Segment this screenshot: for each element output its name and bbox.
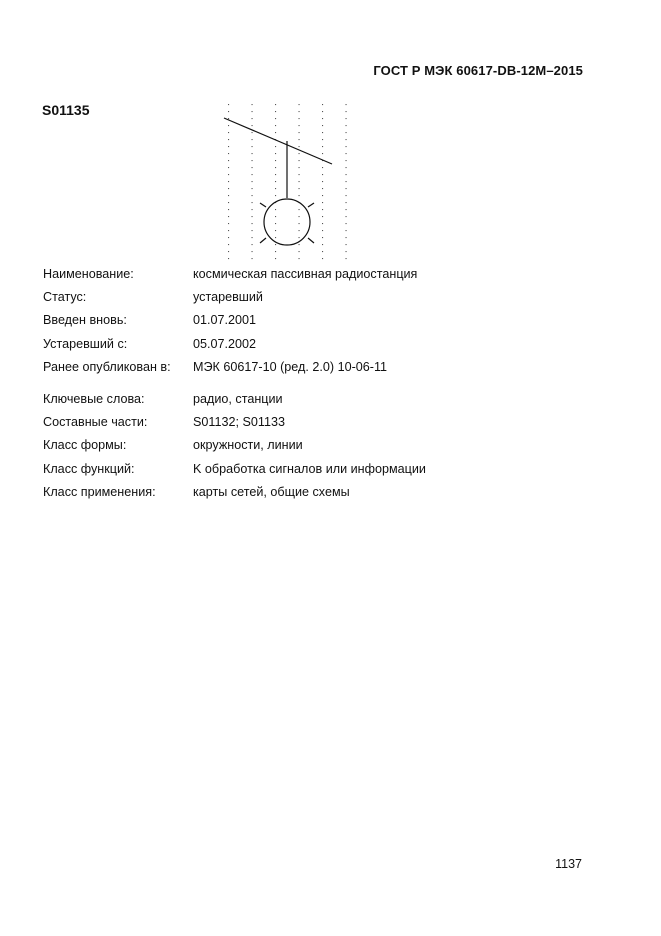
grid-dot bbox=[299, 174, 300, 175]
grid-dot bbox=[346, 244, 347, 245]
grid-dot bbox=[252, 160, 253, 161]
grid-dot bbox=[299, 188, 300, 189]
grid-dot bbox=[275, 237, 276, 238]
grid-dot bbox=[228, 258, 229, 259]
grid-dot bbox=[346, 174, 347, 175]
grid-dot bbox=[299, 237, 300, 238]
grid-dot bbox=[346, 104, 347, 105]
grid-dot bbox=[228, 244, 229, 245]
grid-dot bbox=[299, 125, 300, 126]
grid-dot bbox=[252, 125, 253, 126]
grid-dot bbox=[228, 251, 229, 252]
grid-dot bbox=[322, 237, 323, 238]
property-value: 01.07.2001 bbox=[193, 313, 257, 328]
grid-dot bbox=[275, 132, 276, 133]
radiation-mark-upper-right bbox=[308, 203, 314, 207]
radiation-mark-upper-left bbox=[260, 203, 266, 207]
grid-dot bbox=[299, 230, 300, 231]
grid-dot bbox=[228, 237, 229, 238]
grid-dot bbox=[252, 237, 253, 238]
grid-dot bbox=[322, 216, 323, 217]
grid-dot bbox=[228, 146, 229, 147]
grid-dot bbox=[275, 195, 276, 196]
grid-dot bbox=[346, 132, 347, 133]
grid-dot bbox=[252, 111, 253, 112]
property-row-keywords bbox=[43, 391, 603, 414]
property-value: K обработка сигналов или информации bbox=[193, 461, 426, 476]
grid-dot bbox=[275, 153, 276, 154]
property-label: Класс функций: bbox=[43, 461, 135, 476]
grid-dot bbox=[228, 188, 229, 189]
grid-dot bbox=[228, 111, 229, 112]
grid-dot bbox=[299, 223, 300, 224]
property-label: Ранее опубликован в: bbox=[43, 359, 171, 374]
grid-dot bbox=[228, 195, 229, 196]
grid-dot bbox=[275, 111, 276, 112]
grid-dot bbox=[252, 258, 253, 259]
page-number: 1137 bbox=[555, 857, 582, 871]
properties-list bbox=[43, 266, 603, 507]
grid-dot bbox=[299, 251, 300, 252]
symbol-id: S01135 bbox=[42, 102, 90, 118]
grid-dot bbox=[228, 223, 229, 224]
grid-dot bbox=[252, 181, 253, 182]
grid-dot bbox=[252, 118, 253, 119]
property-row-shape-class bbox=[43, 437, 603, 460]
grid-dot bbox=[252, 132, 253, 133]
grid-dot bbox=[252, 230, 253, 231]
grid-dot bbox=[346, 202, 347, 203]
property-value: 05.07.2002 bbox=[193, 336, 257, 351]
grid-dot bbox=[275, 104, 276, 105]
grid-dot bbox=[299, 216, 300, 217]
grid-dot bbox=[252, 195, 253, 196]
grid-dot bbox=[299, 132, 300, 133]
grid-dot bbox=[275, 258, 276, 259]
grid-dot bbox=[252, 153, 253, 154]
grid-dot bbox=[322, 153, 323, 154]
grid-dot bbox=[275, 209, 276, 210]
grid-dot bbox=[228, 174, 229, 175]
radiation-mark-lower-left bbox=[260, 238, 266, 243]
grid-dot bbox=[252, 139, 253, 140]
grid-dot bbox=[322, 167, 323, 168]
property-row-status bbox=[43, 289, 603, 312]
grid-dot bbox=[322, 202, 323, 203]
grid-dot bbox=[299, 118, 300, 119]
grid-dot bbox=[228, 216, 229, 217]
grid-dot bbox=[299, 139, 300, 140]
grid-dot bbox=[346, 139, 347, 140]
property-row-function-class bbox=[43, 461, 603, 484]
grid-dot bbox=[346, 230, 347, 231]
property-value: устаревший bbox=[193, 290, 263, 305]
grid-dot bbox=[228, 125, 229, 126]
property-value: космическая пассивная радиостанция bbox=[193, 267, 418, 281]
property-value: карты сетей, общие схемы bbox=[193, 484, 350, 499]
grid-dot bbox=[322, 195, 323, 196]
grid-dot bbox=[228, 118, 229, 119]
grid-dot bbox=[322, 251, 323, 252]
grid-dot bbox=[252, 251, 253, 252]
property-row-components bbox=[43, 414, 603, 437]
grid-dot bbox=[322, 188, 323, 189]
grid-dot bbox=[299, 244, 300, 245]
grid-dot bbox=[322, 209, 323, 210]
grid-dot bbox=[322, 111, 323, 112]
property-row-previously-published bbox=[43, 359, 603, 382]
reflector-line bbox=[224, 118, 332, 164]
grid-dot bbox=[346, 167, 347, 168]
grid-dot bbox=[346, 160, 347, 161]
property-label: Класс применения: bbox=[43, 484, 156, 499]
grid-dot bbox=[275, 167, 276, 168]
property-label: Введен вновь: bbox=[43, 313, 127, 328]
grid-dot bbox=[252, 209, 253, 210]
grid-dot bbox=[275, 216, 276, 217]
grid-dot bbox=[346, 258, 347, 259]
grid-dot bbox=[228, 160, 229, 161]
grid-dot bbox=[228, 139, 229, 140]
passive-radio-station-symbol bbox=[224, 118, 332, 245]
grid-dot bbox=[299, 153, 300, 154]
grid-dot bbox=[346, 118, 347, 119]
grid-dot bbox=[322, 104, 323, 105]
grid-dot bbox=[275, 188, 276, 189]
grid-dot bbox=[346, 125, 347, 126]
grid-dot bbox=[228, 230, 229, 231]
grid-dot bbox=[252, 104, 253, 105]
grid-dot bbox=[322, 174, 323, 175]
grid-dot bbox=[252, 202, 253, 203]
property-row-name bbox=[43, 266, 603, 289]
grid-dot bbox=[275, 118, 276, 119]
property-label: Ключевые слова: bbox=[43, 391, 145, 406]
grid-dot bbox=[346, 237, 347, 238]
property-value: МЭК 60617-10 (ред. 2.0) 10-06-11 bbox=[193, 359, 388, 374]
grid-dot bbox=[322, 132, 323, 133]
property-value: радио, станции bbox=[193, 391, 283, 406]
grid-dot bbox=[275, 230, 276, 231]
grid-dot bbox=[299, 209, 300, 210]
property-label: Составные части: bbox=[43, 415, 148, 430]
grid-dot bbox=[299, 104, 300, 105]
grid-dot bbox=[228, 153, 229, 154]
grid-dot bbox=[346, 251, 347, 252]
grid-dot bbox=[228, 167, 229, 168]
standard-code: ГОСТ Р МЭК 60617-DB-12M–2015 bbox=[373, 63, 583, 78]
grid-dot bbox=[252, 223, 253, 224]
grid-dot bbox=[322, 125, 323, 126]
grid-dot bbox=[346, 146, 347, 147]
grid-dot bbox=[252, 167, 253, 168]
property-row-introduced bbox=[43, 312, 603, 335]
grid-dot bbox=[322, 244, 323, 245]
grid-dot bbox=[346, 188, 347, 189]
grid-dot bbox=[299, 146, 300, 147]
grid-dot bbox=[228, 209, 229, 210]
grid-dot bbox=[299, 111, 300, 112]
grid-dot bbox=[322, 118, 323, 119]
grid-dot bbox=[299, 195, 300, 196]
grid-dot bbox=[346, 153, 347, 154]
grid-dot bbox=[252, 146, 253, 147]
grid-dot bbox=[275, 251, 276, 252]
grid-dot bbox=[228, 181, 229, 182]
grid-dot bbox=[322, 181, 323, 182]
grid-dot bbox=[299, 167, 300, 168]
grid-dot bbox=[346, 216, 347, 217]
grid-dot bbox=[322, 146, 323, 147]
grid-dot bbox=[252, 174, 253, 175]
property-label: Устаревший с: bbox=[43, 336, 128, 351]
grid-dot bbox=[346, 223, 347, 224]
grid-dot bbox=[346, 209, 347, 210]
grid-dot bbox=[275, 244, 276, 245]
grid-dot bbox=[252, 216, 253, 217]
grid-dot bbox=[275, 160, 276, 161]
grid-dot bbox=[346, 181, 347, 182]
grid-dot bbox=[275, 223, 276, 224]
radiation-mark-lower-right bbox=[308, 238, 314, 243]
grid-dot bbox=[275, 181, 276, 182]
property-row-application-class bbox=[43, 484, 603, 507]
grid-dot bbox=[275, 125, 276, 126]
property-value: S01132; S01133 bbox=[193, 415, 285, 430]
grid-dot bbox=[299, 160, 300, 161]
grid-dot bbox=[275, 146, 276, 147]
property-value: окружности, линии bbox=[193, 438, 303, 453]
property-label: Статус: bbox=[43, 290, 87, 305]
property-label: Наименование: bbox=[43, 267, 134, 281]
grid-dot bbox=[322, 139, 323, 140]
grid-dot bbox=[228, 132, 229, 133]
grid-dot bbox=[252, 188, 253, 189]
property-label: Класс формы: bbox=[43, 438, 127, 453]
symbol-figure bbox=[218, 100, 358, 265]
grid-dot bbox=[299, 258, 300, 259]
grid-dot bbox=[275, 174, 276, 175]
grid-dot bbox=[346, 111, 347, 112]
grid-dot bbox=[322, 230, 323, 231]
grid-dot bbox=[299, 181, 300, 182]
grid-dot bbox=[322, 258, 323, 259]
station-circle bbox=[264, 199, 310, 245]
grid-dot bbox=[252, 244, 253, 245]
grid-dot bbox=[322, 223, 323, 224]
grid-dot bbox=[228, 202, 229, 203]
grid-dot bbox=[228, 104, 229, 105]
grid-dot bbox=[346, 195, 347, 196]
property-row-obsolete-since bbox=[43, 336, 603, 359]
